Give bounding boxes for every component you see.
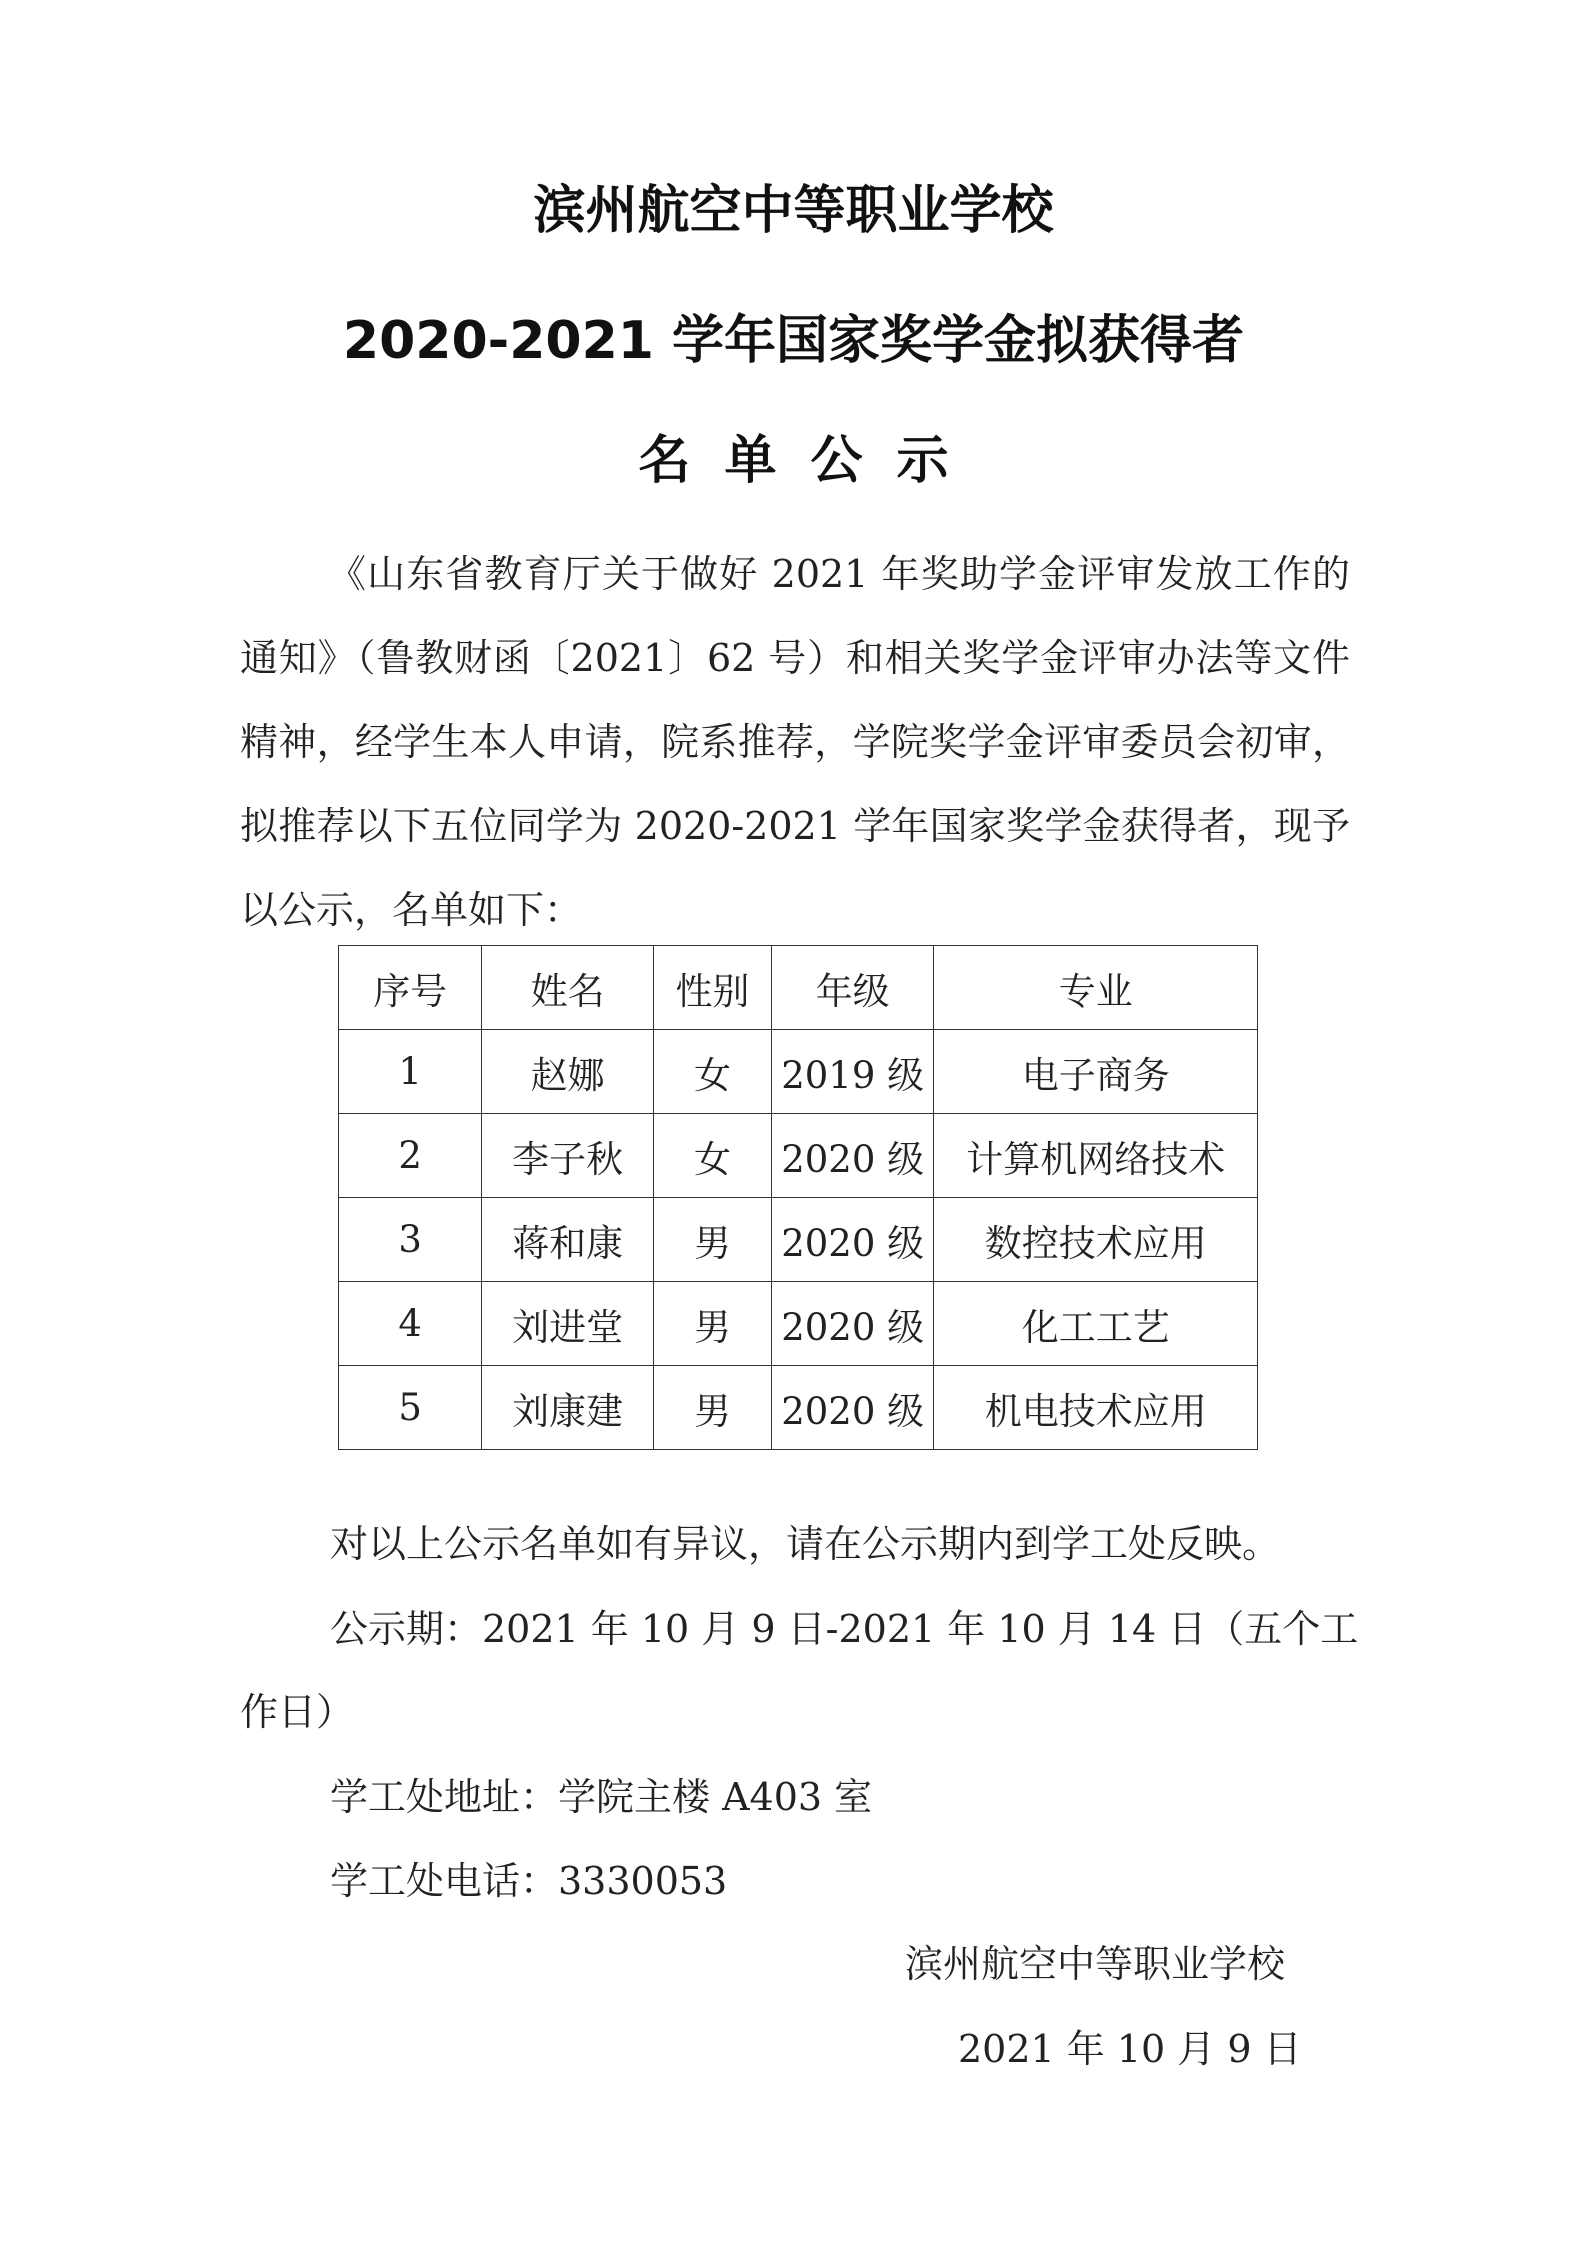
publicity-period-line2: 作日） xyxy=(240,1690,355,1734)
cell-major: 电子商务 xyxy=(934,1030,1258,1114)
cell-grade: 2020 级 xyxy=(771,1282,934,1366)
cell-name: 赵娜 xyxy=(482,1030,654,1114)
table-row xyxy=(339,1030,1258,1114)
document-heading: 名单公示 xyxy=(638,431,983,491)
header-cell-gender: 性别 xyxy=(653,946,771,1030)
header-cell-major: 专业 xyxy=(934,946,1258,1030)
cell-index: 4 xyxy=(339,1282,482,1366)
school-name-title: 滨州航空中等职业学校 xyxy=(533,181,1054,241)
cell-name: 李子秋 xyxy=(482,1114,654,1198)
cell-name: 刘康建 xyxy=(482,1366,654,1450)
cell-grade: 2020 级 xyxy=(771,1198,934,1282)
publicity-period-line1: 公示期：2021 年 10 月 9 日-2021 年 10 月 14 日（五个工 xyxy=(330,1607,1359,1651)
cell-grade: 2020 级 xyxy=(771,1366,934,1450)
cell-index: 3 xyxy=(339,1198,482,1282)
cell-gender: 男 xyxy=(653,1198,771,1282)
cell-major: 机电技术应用 xyxy=(934,1366,1258,1450)
intro-paragraph: 《山东省教育厅关于做好 2021 年奖助学金评审发放工作的通知》（鲁教财函〔2021〕62 号）和相关奖学金评审办法等文件精神，经学生本人申请，院系推荐，学院奖学金评审委员会初审，拟推荐以下五位同学为 2020-2021 学年国家奖学金获得者，现予以公示，名单如下： xyxy=(240,552,1350,932)
signature-organization: 滨州航空中等职业学校 xyxy=(905,1942,1286,1986)
header-cell-grade: 年级 xyxy=(771,946,934,1030)
cell-grade: 2020 级 xyxy=(771,1114,934,1198)
cell-index: 2 xyxy=(339,1114,482,1198)
document-subtitle: 2020-2021 学年国家奖学金拟获得者 xyxy=(342,311,1245,371)
cell-name: 刘进堂 xyxy=(482,1282,654,1366)
scholarship-recipients-table xyxy=(338,945,1258,1450)
cell-grade: 2019 级 xyxy=(771,1030,934,1114)
table-row xyxy=(339,1114,1258,1198)
cell-gender: 女 xyxy=(653,1114,771,1198)
office-address: 学工处地址：学院主楼 A403 室 xyxy=(330,1775,873,1819)
cell-gender: 男 xyxy=(653,1366,771,1450)
cell-index: 1 xyxy=(339,1030,482,1114)
header-cell-name: 姓名 xyxy=(482,946,654,1030)
cell-major: 数控技术应用 xyxy=(934,1198,1258,1282)
cell-major: 化工工艺 xyxy=(934,1282,1258,1366)
table-header-row xyxy=(339,946,1258,1030)
table-row xyxy=(339,1198,1258,1282)
cell-major: 计算机网络技术 xyxy=(934,1114,1258,1198)
objection-note: 对以上公示名单如有异议，请在公示期内到学工处反映。 xyxy=(330,1522,1281,1566)
cell-index: 5 xyxy=(339,1366,482,1450)
cell-gender: 男 xyxy=(653,1282,771,1366)
table-row xyxy=(339,1366,1258,1450)
cell-gender: 女 xyxy=(653,1030,771,1114)
office-phone: 学工处电话：3330053 xyxy=(330,1859,728,1903)
signature-date: 2021 年 10 月 9 日 xyxy=(958,2027,1302,2071)
cell-name: 蒋和康 xyxy=(482,1198,654,1282)
header-cell-index: 序号 xyxy=(339,946,482,1030)
table-row xyxy=(339,1282,1258,1366)
